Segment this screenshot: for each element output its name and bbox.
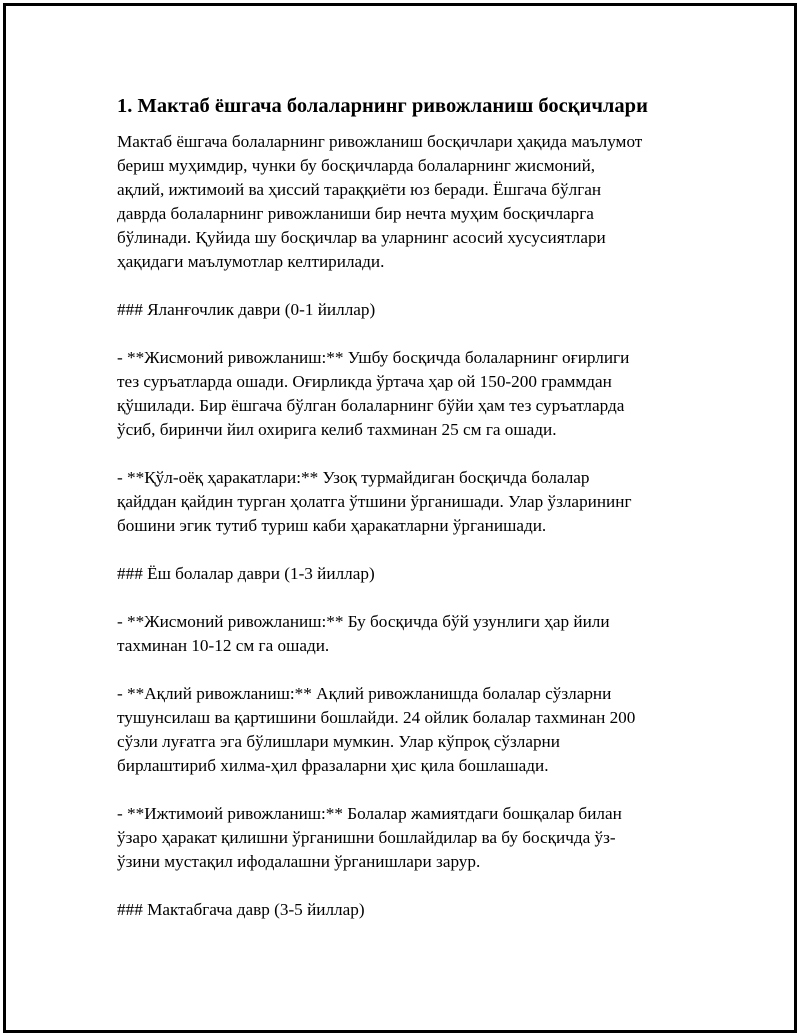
text-line: қайддан қайдин турган ҳолатга ўтшини ўрганишади. Улар ўзларининг [117,492,632,511]
document-text [117,130,697,922]
text-line: бўлинади. Қуйида шу босқичлар ва уларнинг асосий хусусиятлари [117,228,606,247]
text-line: тахминан 10-12 см га ошади. [117,636,330,655]
text-line: ўсиб, биринчи йил охирига келиб тахминан 25 см га ошади. [117,420,557,439]
text-line: ### Ёш болалар даври (1-3 йиллар) [117,564,375,583]
text-line: Мактаб ёшгача болаларнинг ривожланиш босқичлари ҳақида маълумот [117,132,643,151]
text-line: - **Қўл-оёқ ҳаракатлари:** Узоқ турмайдиган босқичда болалар [117,468,590,487]
document-body [117,92,697,922]
text-line: - **Ижтимоий ривожланиш:** Болалар жамиятдаги бошқалар билан [117,804,622,823]
text-line: бошини эгик тутиб туриш каби ҳаракатларни ўрганишади. [117,516,547,535]
section-heading-infancy [117,298,697,322]
text-line: - **Ақлий ривожланиш:** Ақлий ривожланишда болалар сўзларни [117,684,612,703]
paragraph-intro [117,130,697,274]
text-line: ақлий, ижтимоий ва ҳиссий тараққиёти юз беради. Ёшгача бўлган [117,180,602,199]
text-line: ўзаро ҳаракат қилишни ўрганишни бошлайдилар ва бу босқичда ўз- [117,828,616,847]
text-line: ### Яланғочлик даври (0-1 йиллар) [117,300,376,319]
bullet-physical-infancy [117,346,697,442]
bullet-physical-toddler [117,610,697,658]
text-line: бериш муҳимдир, чунки бу босқичларда болаларнинг жисмоний, [117,156,596,175]
section-heading-preschool [117,898,697,922]
text-line: сўзли луғатга эга бўлишлари мумкин. Улар кўпроқ сўзларни [117,732,560,751]
bullet-motor-infancy [117,466,697,538]
text-line: тез суръатларда ошади. Оғирликда ўртача ҳар ой 150-200 граммдан [117,372,612,391]
text-line: ўзини мустақил ифодалашни ўрганишлари зарур. [117,852,481,871]
text-line: ҳақидаги маълумотлар келтирилади. [117,252,385,271]
text-line: бирлаштириб хилма-ҳил фразаларни ҳис қила бошлашади. [117,756,549,775]
text-line: - **Жисмоний ривожланиш:** Бу босқичда бўй узунлиги ҳар йили [117,612,610,631]
text-line: даврда болаларнинг ривожланиши бир нечта муҳим босқичларга [117,204,594,223]
bullet-mental-toddler [117,682,697,778]
text-line: ### Мактабгача давр (3-5 йиллар) [117,900,365,919]
document-title: 1. Мактаб ёшгача болаларнинг ривожланиш босқичлари [117,95,648,117]
bullet-social-toddler [117,802,697,874]
text-line: - **Жисмоний ривожланиш:** Ушбу босқичда болаларнинг оғирлиги [117,348,630,367]
text-line: тушунсилаш ва қартишини бошлайди. 24 ойлик болалар тахминан 200 [117,708,636,727]
section-heading-toddler [117,562,697,586]
text-line: қўшилади. Бир ёшгача бўлган болаларнинг бўйи ҳам тез суръатларда [117,396,625,415]
